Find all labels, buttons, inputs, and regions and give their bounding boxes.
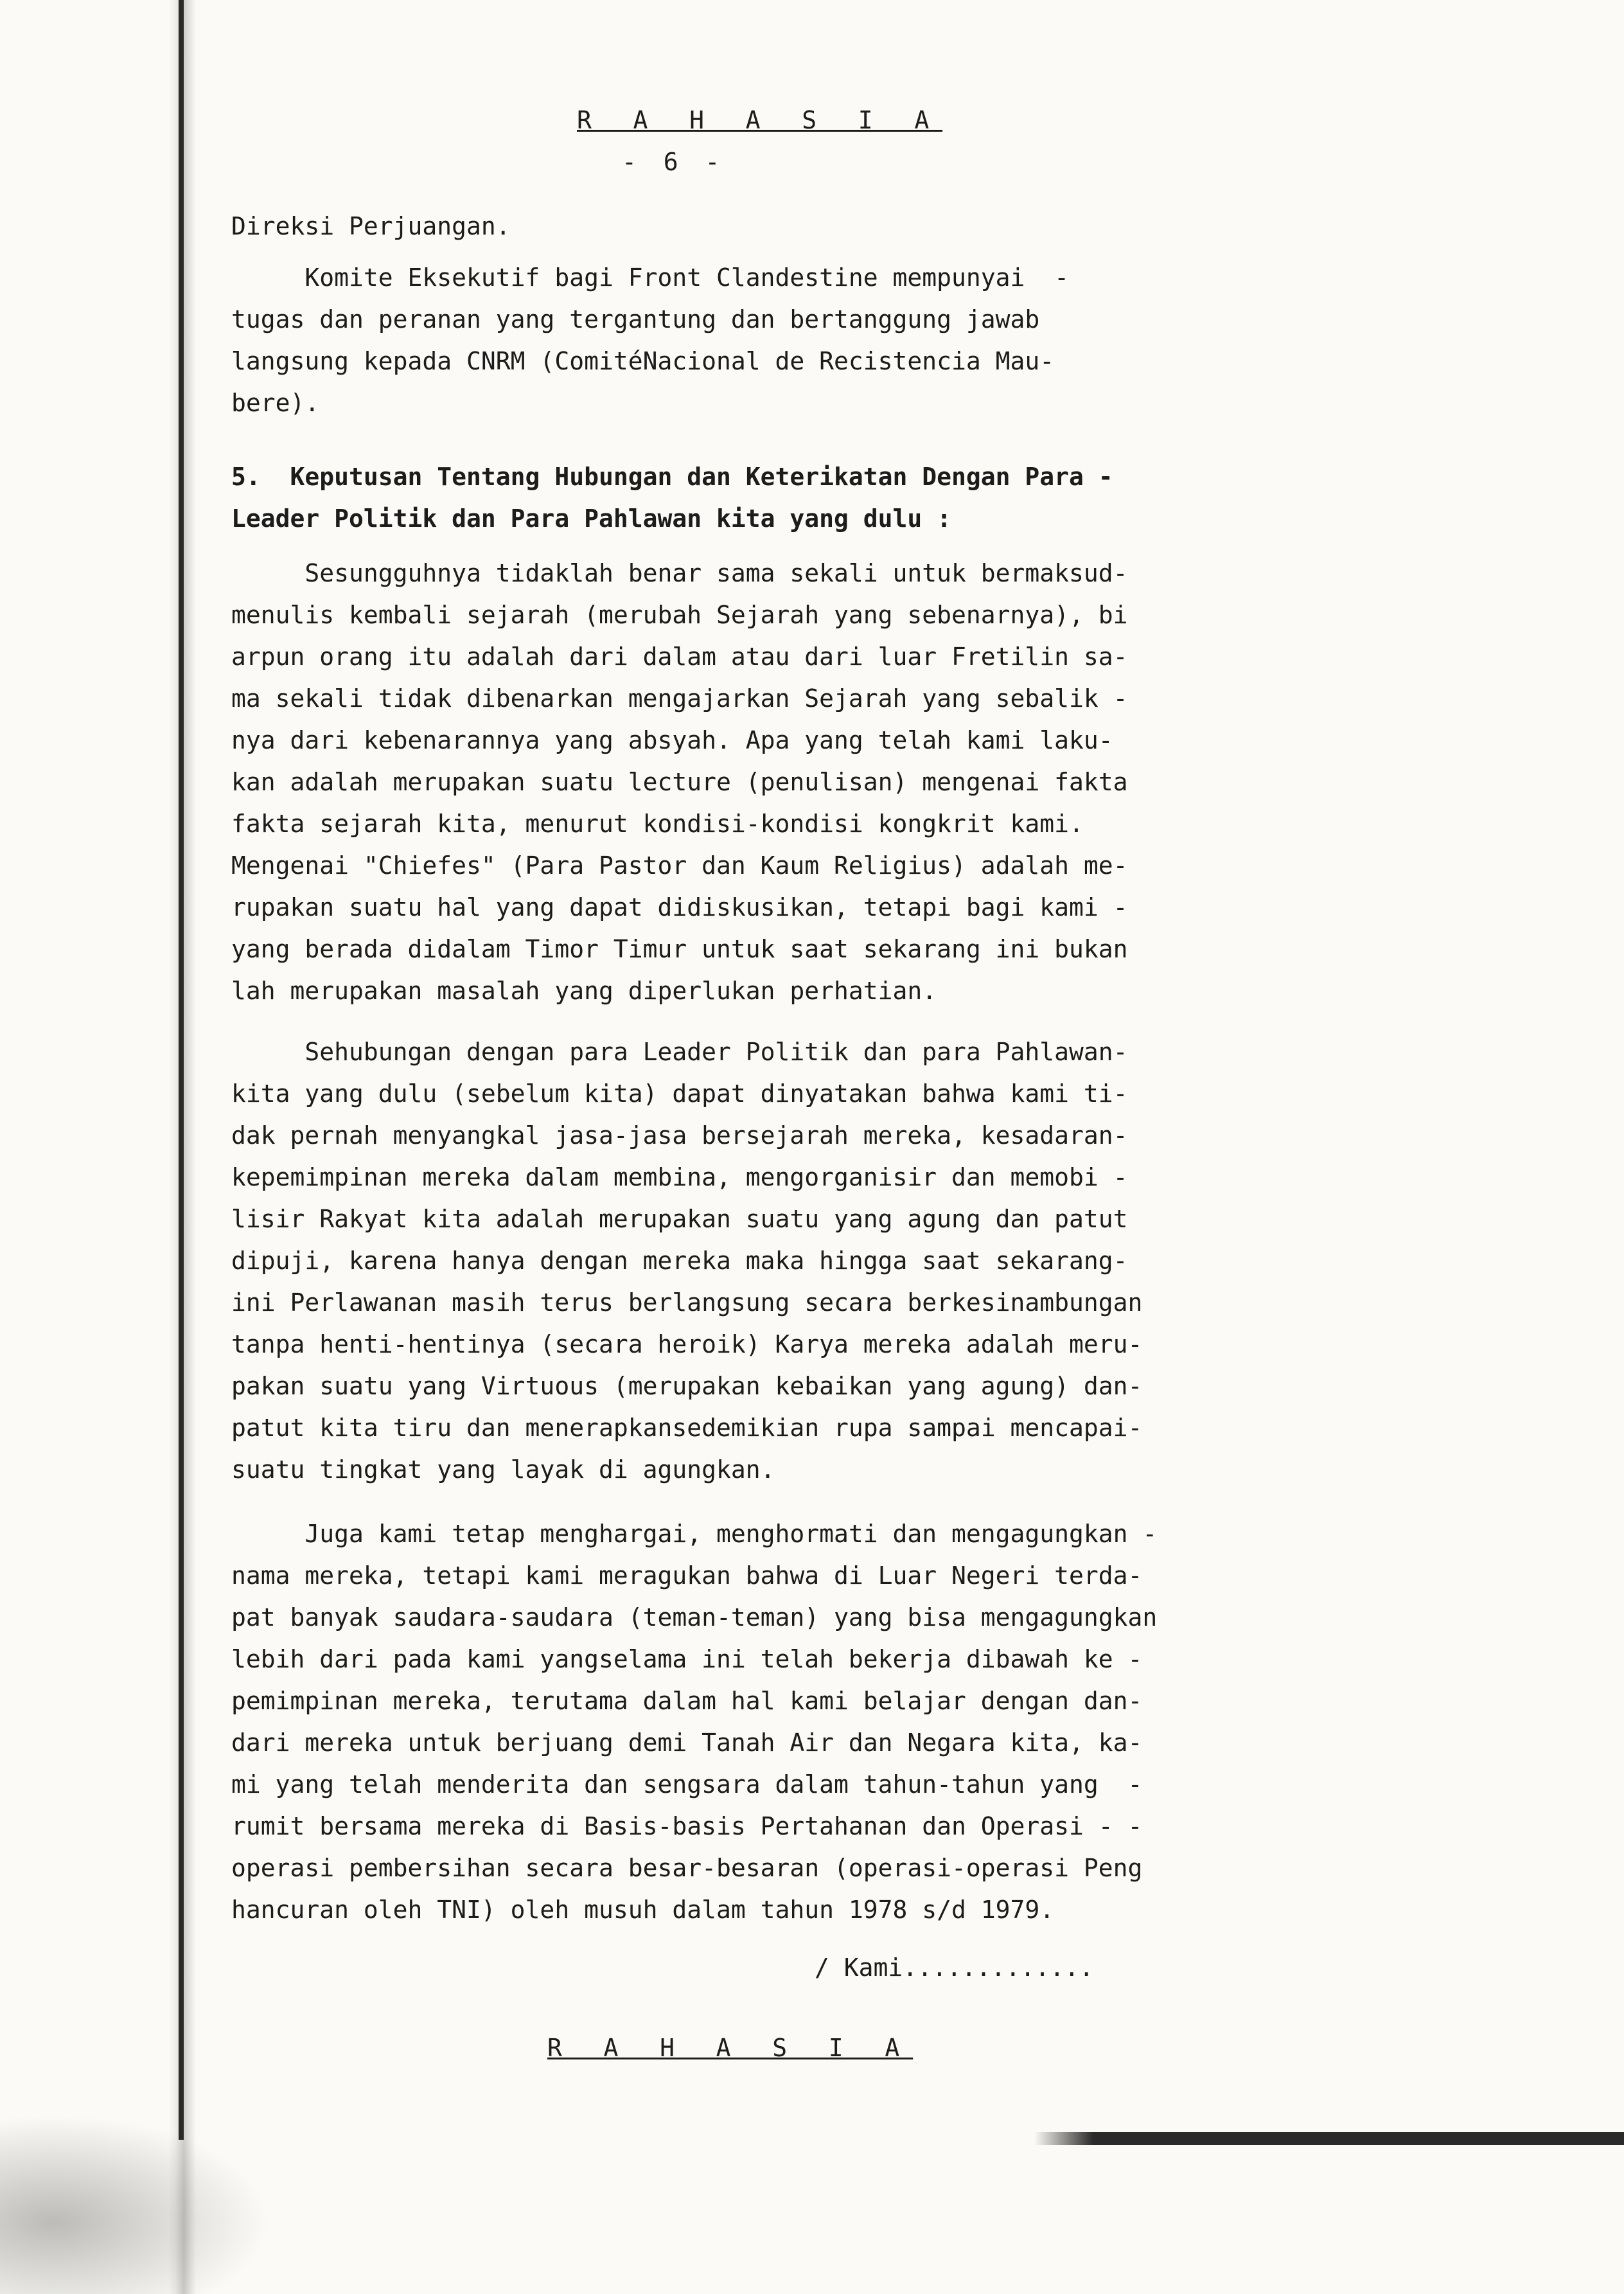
body-line: hancuran oleh TNI) oleh musuh dalam tahun 1978 s/d 1979. <box>231 1896 1055 1924</box>
body-line: Sesungguhnya tidaklah benar sama sekali untuk bermaksud- <box>231 559 1128 587</box>
classification-header: R A H A S I A <box>577 106 943 134</box>
body-line: pemimpinan mereka, terutama dalam hal kami belajar dengan dan- <box>231 1687 1143 1715</box>
body-line: Direksi Perjuangan. <box>231 212 511 240</box>
section-heading: Leader Politik dan Para Pahlawan kita yang dulu : <box>231 504 952 533</box>
continuation-marker: / Kami............. <box>815 1953 1094 1982</box>
body-line: tugas dan peranan yang tergantung dan bertanggung jawab <box>231 305 1040 333</box>
body-line: arpun orang itu adalah dari dalam atau dari luar Fretilin sa- <box>231 643 1128 671</box>
body-line: suatu tingkat yang layak di agungkan. <box>231 1455 775 1484</box>
binding-edge <box>179 0 184 2140</box>
body-line: bere). <box>231 389 320 417</box>
body-line: mi yang telah menderita dan sengsara dalam tahun-tahun yang - <box>231 1770 1143 1799</box>
body-line: Sehubungan dengan para Leader Politik dan para Pahlawan- <box>231 1038 1128 1066</box>
page-number: - 6 - <box>622 148 726 176</box>
scan-edge-bar <box>1034 2132 1624 2145</box>
body-line: pat banyak saudara-saudara (teman-teman) yang bisa mengagungkan <box>231 1603 1158 1632</box>
body-line: dak pernah menyangkal jasa-jasa bersejarah mereka, kesadaran- <box>231 1121 1128 1150</box>
body-line: lebih dari pada kami yangselama ini telah bekerja dibawah ke - <box>231 1645 1143 1673</box>
body-line: fakta sejarah kita, menurut kondisi-kondisi kongkrit kami. <box>231 810 1084 838</box>
section-heading: 5. Keputusan Tentang Hubungan dan Keterikatan Dengan Para - <box>231 463 1113 491</box>
body-line: Komite Eksekutif bagi Front Clandestine mempunyai - <box>231 263 1070 292</box>
body-line: dipuji, karena hanya dengan mereka maka hingga saat sekarang- <box>231 1247 1128 1275</box>
body-line: lisir Rakyat kita adalah merupakan suatu yang agung dan patut <box>231 1205 1128 1233</box>
body-line: kepemimpinan mereka dalam membina, mengorganisir dan memobi - <box>231 1163 1128 1191</box>
body-line: ma sekali tidak dibenarkan mengajarkan Sejarah yang sebalik - <box>231 684 1128 713</box>
body-line: nya dari kebenarannya yang absyah. Apa yang telah kami laku- <box>231 726 1113 754</box>
body-line: dari mereka untuk berjuang demi Tanah Air dan Negara kita, ka- <box>231 1729 1143 1757</box>
body-line: operasi pembersihan secara besar-besaran (operasi-operasi Peng <box>231 1854 1143 1882</box>
body-line: langsung kepada CNRM (ComitéNacional de Recistencia Mau- <box>231 347 1055 375</box>
classification-footer: R A H A S I A <box>547 2034 914 2062</box>
body-line: Mengenai "Chiefes" (Para Pastor dan Kaum Religius) adalah me- <box>231 851 1128 880</box>
body-line: Juga kami tetap menghargai, menghormati dan mengagungkan - <box>231 1520 1158 1548</box>
body-line: kan adalah merupakan suatu lecture (penulisan) mengenai fakta <box>231 768 1128 796</box>
body-line: patut kita tiru dan menerapkansedemikian rupa sampai mencapai- <box>231 1414 1143 1442</box>
body-line: rupakan suatu hal yang dapat didiskusikan, tetapi bagi kami - <box>231 893 1128 921</box>
body-line: nama mereka, tetapi kami meragukan bahwa di Luar Negeri terda- <box>231 1561 1143 1590</box>
scan-corner-shadow <box>0 2114 270 2294</box>
body-line: rumit bersama mereka di Basis-basis Pertahanan dan Operasi - - <box>231 1812 1143 1840</box>
body-line: lah merupakan masalah yang diperlukan perhatian. <box>231 977 937 1005</box>
body-line: menulis kembali sejarah (merubah Sejarah yang sebenarnya), bi <box>231 601 1128 629</box>
body-line: yang berada didalam Timor Timur untuk saat sekarang ini bukan <box>231 935 1128 963</box>
body-line: tanpa henti-hentinya (secara heroik) Karya mereka adalah meru- <box>231 1330 1143 1358</box>
body-line: kita yang dulu (sebelum kita) dapat dinyatakan bahwa kami ti- <box>231 1080 1128 1108</box>
body-line: pakan suatu yang Virtuous (merupakan kebaikan yang agung) dan- <box>231 1372 1143 1400</box>
body-line: ini Perlawanan masih terus berlangsung secara berkesinambungan <box>231 1288 1143 1317</box>
